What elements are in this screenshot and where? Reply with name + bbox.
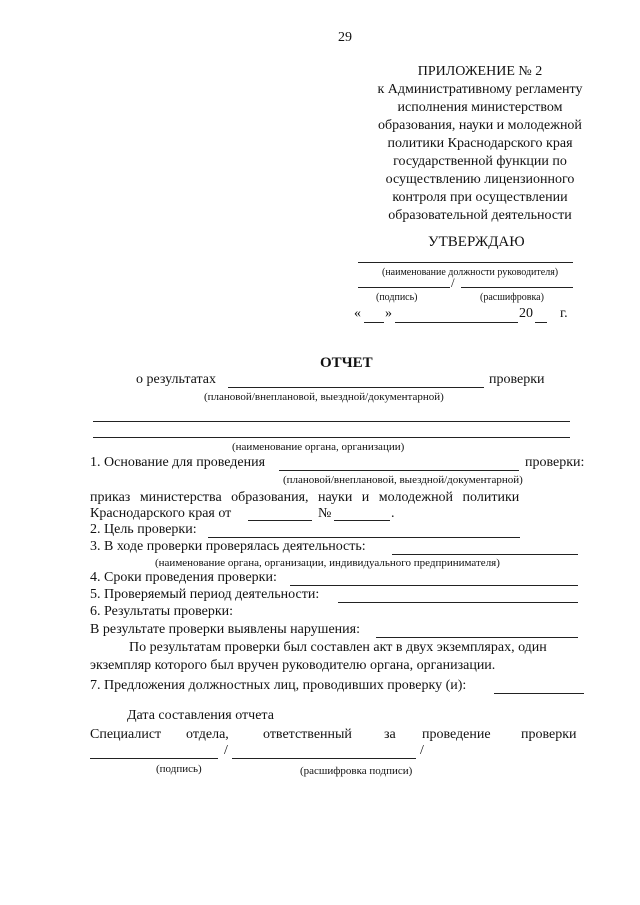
decode-line bbox=[461, 287, 573, 288]
item4-label: 4. Сроки проведения проверки: bbox=[90, 570, 277, 585]
results-suffix: проверки bbox=[489, 372, 545, 387]
check-type-line bbox=[228, 387, 484, 388]
slash: / bbox=[451, 275, 455, 290]
item1-line bbox=[279, 470, 519, 471]
specialist-word: проверки bbox=[521, 727, 577, 742]
item2-label: 2. Цель проверки: bbox=[90, 522, 197, 537]
sig-slash-1: / bbox=[224, 743, 228, 758]
appendix-line: образования, науки и молодежной bbox=[378, 118, 582, 133]
sig-caption: (подпись) bbox=[156, 763, 202, 775]
date-suffix: г. bbox=[560, 306, 568, 321]
date-day-line bbox=[364, 322, 384, 323]
date-year: 20 bbox=[519, 306, 533, 321]
violations-label: В результате проверки выявлены нарушения: bbox=[90, 622, 360, 637]
order-line2-end: . bbox=[391, 506, 395, 521]
org-caption: (наименование органа, организации) bbox=[232, 441, 405, 453]
act-text-line2: экземпляр которого был вручен руководителю органа, организации. bbox=[90, 658, 496, 673]
item5-label: 5. Проверяемый период деятельности: bbox=[90, 587, 320, 602]
org-line-1 bbox=[93, 421, 570, 422]
appendix-line: осуществлению лицензионного bbox=[385, 172, 575, 187]
item3-label: 3. В ходе проверки проверялась деятельность: bbox=[90, 539, 366, 554]
appendix-line: образовательной деятельности bbox=[388, 208, 572, 223]
specialist-word: ответственный bbox=[263, 727, 352, 742]
sig-decode-caption: (расшифровка подписи) bbox=[300, 765, 413, 777]
item6-label: 6. Результаты проверки: bbox=[90, 604, 234, 619]
position-caption: (наименование должности руководителя) bbox=[382, 267, 559, 278]
appendix-line: к Административному регламенту bbox=[377, 82, 583, 97]
sig-decode-line bbox=[232, 758, 416, 759]
appendix-line: государственной функции по bbox=[393, 154, 567, 169]
act-text-line1: По результатам проверки был составлен акт в двух экземплярах, один bbox=[129, 640, 547, 655]
item3-caption: (наименование органа, организации, индивидуального предпринимателя) bbox=[155, 557, 500, 569]
page-number: 29 bbox=[338, 30, 352, 45]
item1-caption: (плановой/внеплановой, выездной/документарной) bbox=[283, 474, 523, 486]
item3-line bbox=[392, 554, 578, 555]
sig-slash-2: / bbox=[420, 743, 424, 758]
appendix-line: исполнения министерством bbox=[397, 100, 563, 115]
item4-line bbox=[290, 585, 578, 586]
check-type-caption: (плановой/внеплановой, выездной/документарной) bbox=[204, 391, 444, 403]
item1-suffix: проверки: bbox=[525, 455, 585, 470]
signature-caption: (подпись) bbox=[376, 292, 418, 303]
org-line-2 bbox=[93, 437, 570, 438]
order-text: приказ министерства образования, науки и молодежной политики bbox=[90, 490, 520, 505]
date-open-quote: « bbox=[354, 306, 361, 321]
appendix-line: политики Краснодарского края bbox=[387, 136, 573, 151]
order-date-line bbox=[248, 520, 312, 521]
date-close-quote: » bbox=[385, 306, 392, 321]
appendix-title: ПРИЛОЖЕНИЕ № 2 bbox=[417, 64, 543, 79]
specialist-word: проведение bbox=[422, 727, 491, 742]
violations-line bbox=[376, 637, 578, 638]
order-number-line bbox=[334, 520, 390, 521]
item7-label: 7. Предложения должностных лиц, проводивших проверку (и): bbox=[90, 678, 467, 693]
report-title: ОТЧЕТ bbox=[320, 355, 373, 371]
order-number-sign: № bbox=[318, 506, 332, 521]
sig-line bbox=[90, 758, 218, 759]
appendix-line: контроля при осуществлении bbox=[392, 190, 568, 205]
decode-caption: (расшифровка) bbox=[480, 292, 544, 303]
date-year-line bbox=[535, 322, 547, 323]
date-month-line bbox=[395, 322, 518, 323]
position-line bbox=[358, 262, 573, 263]
specialist-word: за bbox=[384, 727, 396, 742]
approval-heading: УТВЕРЖДАЮ bbox=[428, 234, 525, 250]
item7-line bbox=[494, 693, 584, 694]
specialist-word: Специалист bbox=[90, 727, 162, 742]
appendix-block bbox=[330, 63, 630, 225]
specialist-word: отдела, bbox=[186, 727, 229, 742]
item1-prefix: 1. Основание для проведения bbox=[90, 455, 266, 470]
date-compiled-label: Дата составления отчета bbox=[127, 708, 274, 723]
item2-line bbox=[208, 537, 520, 538]
item5-line bbox=[338, 602, 578, 603]
order-line2-prefix: Краснодарского края от bbox=[90, 506, 232, 521]
signature-line bbox=[358, 287, 450, 288]
results-prefix: о результатах bbox=[136, 372, 216, 387]
